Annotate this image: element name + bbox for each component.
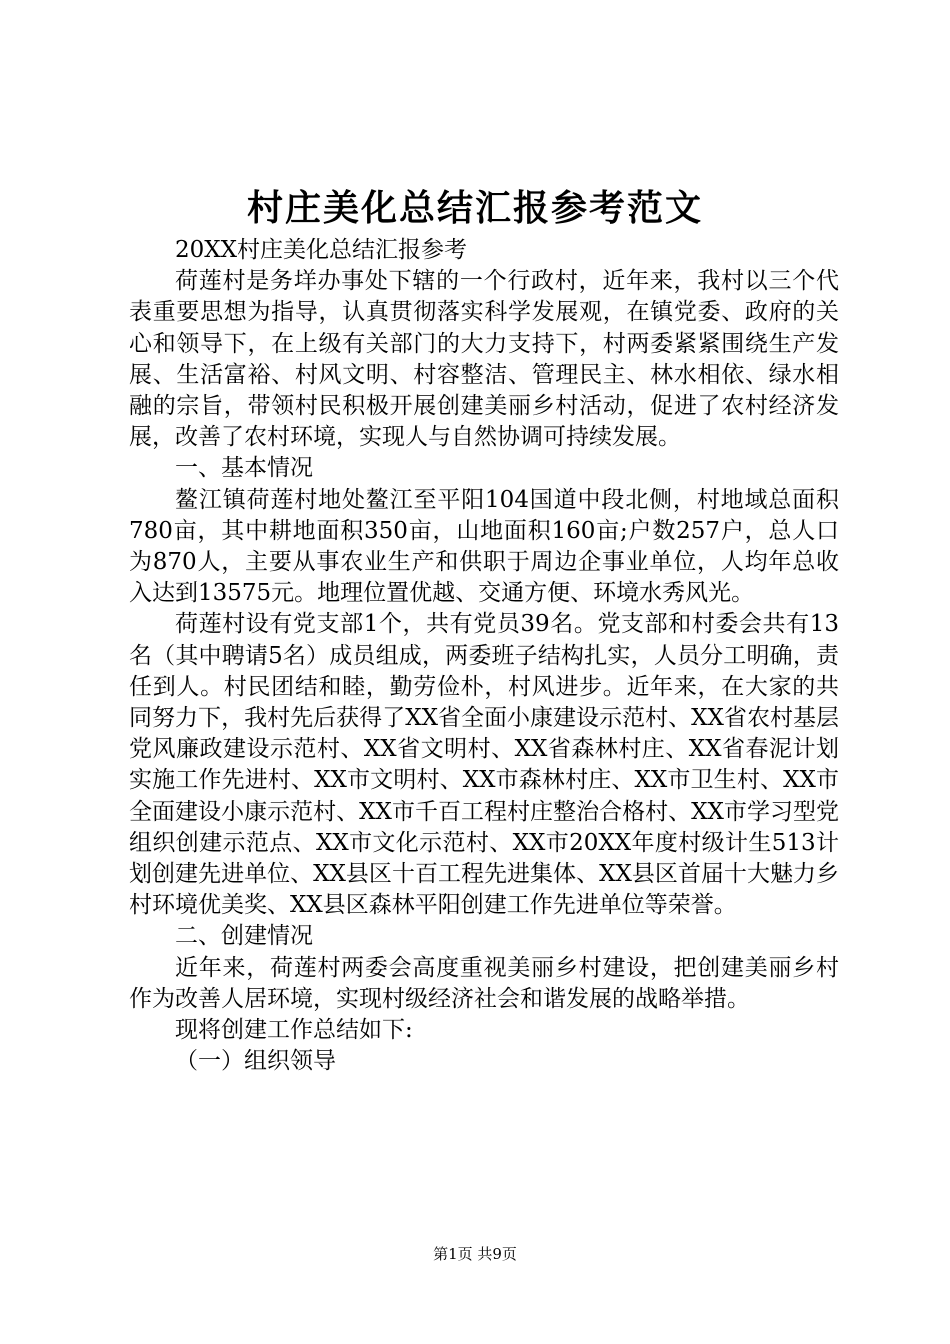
paragraph-party-branch: 荷莲村设有党支部1个，共有党员39名。党支部和村委会共有13名（其中聘请5名）成员组成，两委班子结构扎实，人员分工明确，责任到人。村民团结和睦，勤劳俭朴，村风进步。近年来，在大家的共同努力下，我村先后获得了XX省全面小康建设示范村、XX省农村基层党风廉政建设示范村、XX省文明村、XX省森林村庄、XX省春泥计划实施工作先进村、XX市文明村、XX市森林村庄、XX市卫生村、XX市全面建设小康示范村、XX市千百工程村庄整治合格村、XX市学习型党组织创建示范点、XX市文化示范村、XX市20XX年度村级计生513计划创建先进单位、XX县区十百工程先进集体、XX县区首届十大魅力乡村环境优美奖、XX县区森林平阳创建工作先进单位等荣誉。 [129,611,839,919]
page-number: 第1页 共9页 [433,1245,517,1263]
paragraph-subtitle: 20XX村庄美化总结汇报参考 [175,237,468,263]
document-body [129,235,839,1077]
paragraph-location: 鳌江镇荷莲村地处鳌江至平阳104国道中段北侧，村地域总面积780亩，其中耕地面积350亩，山地面积160亩;户数257户，总人口为870人，主要从事农业生产和供职于周边企事业单位，人均年总收入达到13575元。地理位置优越、交通方便、环境水秀风光。 [129,486,839,607]
paragraph-summary-lead: 现将创建工作总结如下: [175,1017,413,1044]
document-title: 村庄美化总结汇报参考范文 [246,187,703,229]
section-heading-basic-situation: 一、基本情况 [175,455,313,482]
subsection-heading-organization: （一）组织领导 [175,1048,336,1075]
paragraph-creation: 近年来，荷莲村两委会高度重视美丽乡村建设，把创建美丽乡村作为改善人居环境，实现村级经济社会和谐发展的战略举措。 [129,954,839,1012]
section-heading-creation: 二、创建情况 [175,923,313,950]
paragraph-intro: 荷莲村是务垟办事处下辖的一个行政村，近年来，我村以三个代表重要思想为指导，认真贯彻落实科学发展观，在镇党委、政府的关心和领导下，在上级有关部门的大力支持下，村两委紧紧围绕生产发展、生活富裕、村风文明、村容整洁、管理民主、林水相依、绿水相融的宗旨，带领村民积极开展创建美丽乡村活动，促进了农村经济发展，改善了农村环境，实现人与自然协调可持续发展。 [129,268,839,451]
